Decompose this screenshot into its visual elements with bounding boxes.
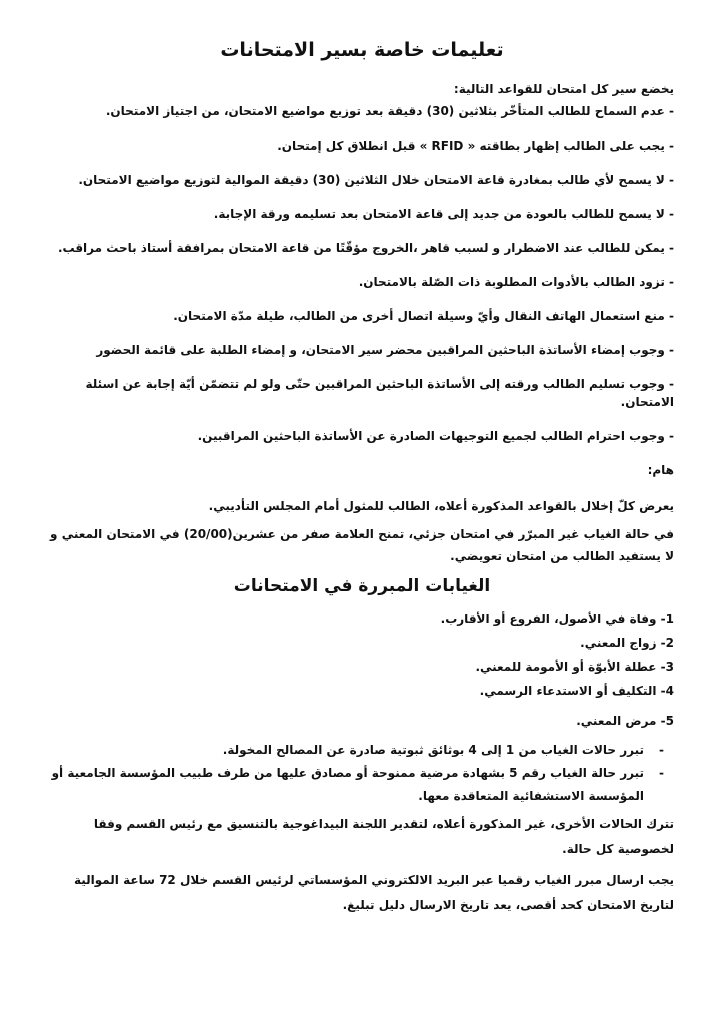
- justifications-list: [50, 739, 674, 808]
- justification-item: - تبرر حالات الغياب من 1 إلى 4 بوثائق ثبوتية صادرة عن المصالح المخولة.: [50, 739, 644, 762]
- absence-item: 3- عطلة الأبوّة أو الأمومة للمعني.: [475, 660, 674, 674]
- rule-item: - وجوب تسليم الطالب ورقته إلى الأساتذة الباحثين المراقبين حتّى ولو لم تتضمّن أيّة إجابة عن اسئلة الامتحان.: [85, 377, 674, 409]
- closing-paragraph: تترك الحالات الأخرى، غير المذكورة أعلاه، لتقدير اللجنة البيداغوجية بالتنسيق مع رئيس القسم وفقا لخصوصية كل حالة.: [93, 817, 674, 856]
- rule-item: - لا يسمح للطالب بالعودة من جديد إلى قاعة الامتحان بعد تسليمه ورقة الإجابة.: [213, 207, 674, 221]
- absences-list: [50, 607, 674, 733]
- absence-item: 2- زواج المعني.: [580, 636, 674, 650]
- intro-text: يخضع سير كل امتحان للقواعد التالية:: [453, 82, 674, 96]
- important-label: هام:: [647, 463, 674, 477]
- rule-item: - منع استعمال الهاتف النقال وأيّ وسيلة اتصال أخرى من الطالب، طيلة مدّة الامتحان.: [173, 309, 674, 323]
- rule-item: - وجوب احترام الطالب لجميع التوجيهات الصادرة عن الأساتذة الباحثين المراقبين.: [197, 429, 674, 443]
- rules-list: [50, 102, 674, 445]
- important-paragraph: يعرض كلّ إخلال بالقواعد المذكورة أعلاه، الطالب للمثول أمام المجلس التأديبي.: [208, 499, 674, 513]
- absence-item: 4- التكليف أو الاستدعاء الرسمي.: [479, 684, 674, 698]
- document-page: [50, 36, 674, 996]
- closing-paragraph: يجب ارسال مبرر الغياب رقميا عبر البريد الالكتروني المؤسساتي لرئيس القسم خلال 72 ساعة الموالية لتاريخ الامتحان كحد أقصى، يعد تاريخ الارسال دليل تبليغ.: [73, 873, 674, 912]
- absence-item: 1- وفاة في الأصول، الفروع أو الأقارب.: [440, 612, 674, 626]
- rule-item: - عدم السماح للطالب المتأخّر بثلاثين (30) دقيقة بعد توزيع مواضيع الامتحان، من اجتياز الامتحان.: [105, 104, 674, 118]
- justification-item: - تبرر حالة الغياب رقم 5 بشهادة مرضية ممنوحة أو مصادق عليها من طرف طبيب المؤسسة الجامعية أو المؤسسة الاستشفائية المتعاقدة معها.: [50, 762, 644, 808]
- important-paragraph: في حالة الغياب غير المبرّر في امتحان جزئي، تمنح العلامة صفر من عشرين(20/00) في الامتحان المعني و لا يستفيد الطالب من امتحان تعويضي.: [50, 527, 674, 563]
- rule-item: - لا يسمح لأي طالب بمغادرة قاعة الامتحان خلال الثلاثين (30) دقيقة الموالية لتوزيع مواضيع الامتحان.: [78, 173, 674, 187]
- absence-item: 5- مرض المعني.: [576, 714, 674, 728]
- rule-item: - يمكن للطالب عند الاضطرار و لسبب قاهر ،الخروج مؤقّتًا من قاعة الامتحان بمرافقة أستاذ باحث مراقب.: [57, 241, 674, 255]
- rule-item: - تزود الطالب بالأدوات المطلوبة ذات الصّلة بالامتحان.: [358, 275, 674, 289]
- page-title: تعليمات خاصة بسير الامتحانات: [220, 39, 504, 61]
- absences-title: الغيابات المبررة في الامتحانات: [233, 576, 491, 596]
- rule-item: - يجب على الطالب إظهار بطاقته « RFID » قبل انطلاق كل إمتحان.: [277, 139, 674, 153]
- rule-item: - وجوب إمضاء الأساتذة الباحثين المراقبين محضر سير الامتحان، و إمضاء الطلبة على قائمة الحضور: [96, 343, 674, 357]
